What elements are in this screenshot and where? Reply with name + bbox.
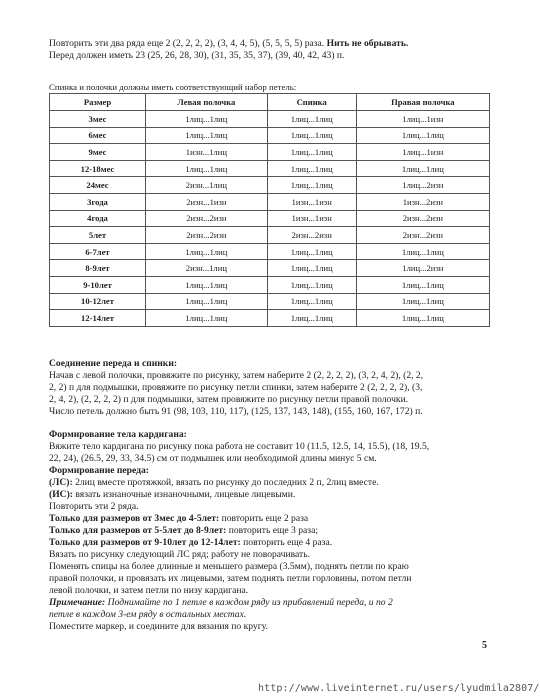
stitch-cell: 1изн...1изн (267, 210, 356, 227)
size-cell: 5лет (50, 227, 146, 244)
sizes-rule-2 (49, 525, 501, 537)
stitch-cell: 2изн...2изн (267, 227, 356, 244)
join-line-1: Начав с левой полочки, провяжите по рисунку, затем наберите 2 (2, 2, 2, 2), (3, 2, 4, 2), (2, 2, (49, 370, 424, 381)
size-cell: 6мес (50, 127, 146, 144)
join-heading: Соединение переда и спинки: (49, 358, 178, 369)
repeat-rows-line (49, 38, 501, 50)
note-text-1: Поднимайте по 1 петле в каждом ряду из прибавлений переда, и по 2 (105, 597, 393, 608)
marker-line: Поместите маркер, и соедините для вязания по кругу. (49, 621, 268, 632)
sizes-rule-2-text: повторить еще 3 раза; (226, 525, 318, 536)
table-row (50, 293, 490, 310)
stitch-cell: 1изн...1лиц (146, 144, 268, 161)
stitch-cell: 2изн...2изн (356, 210, 489, 227)
stitch-cell: 1лиц...2изн (356, 260, 489, 277)
page-number: 5 (482, 640, 487, 651)
stitch-set-table (49, 93, 490, 327)
size-cell: 3мес (50, 111, 146, 128)
stitch-cell: 2изн...1изн (146, 193, 268, 210)
table-row (50, 193, 490, 210)
ws-label: (ИС): (49, 489, 73, 500)
stitch-cell: 2изн...1лиц (146, 177, 268, 194)
stitch-cell: 1лиц...1лиц (267, 111, 356, 128)
stitch-cell: 1лиц...1лиц (356, 243, 489, 260)
table-row (50, 276, 490, 293)
table-row (50, 310, 490, 327)
header-back: Спинка (267, 94, 356, 111)
join-line-3: 2, 4, 2), (2, 2, 2, 2) п для подмышки, затем провяжите по рисунку петли правой полочки. (49, 394, 409, 405)
stitch-cell: 1лиц...1лиц (267, 177, 356, 194)
front-stitch-count: Перед должен иметь 23 (25, 26, 28, 30), (31, 35, 35, 37), (39, 40, 42, 43) п. (49, 50, 345, 61)
knit-rs-line: Вязать по рисунку следующий ЛС ряд; работу не поворачивать. (49, 549, 311, 560)
stitch-cell: 1лиц...1лиц (356, 310, 489, 327)
size-cell: 10-12лет (50, 293, 146, 310)
size-cell: 4года (50, 210, 146, 227)
change-needles-line-2: правой полочки, и провязать их лицевыми, затем поднять петли горловины, потом петли (49, 573, 412, 584)
table-row (50, 111, 490, 128)
ws-row-line (49, 489, 501, 501)
change-needles-line-1: Поменять спицы на более длинные и меньшего размера (3.5мм), поднять петли по краю (49, 561, 409, 572)
stitch-cell: 1изн...1изн (267, 193, 356, 210)
stitch-cell: 1изн...2изн (356, 193, 489, 210)
stitch-cell: 1лиц...1лиц (146, 276, 268, 293)
sizes-rule-1-label: Только для размеров от 3мес до 4-5лет: (49, 513, 220, 524)
stitch-cell: 1лиц...1лиц (267, 243, 356, 260)
sizes-rule-2-label: Только для размеров от 5-5лет до 8-9лет: (49, 525, 227, 536)
stitch-cell: 1лиц...1лиц (356, 276, 489, 293)
size-cell: 12-14лет (50, 310, 146, 327)
watermark-url: http://www.liveinternet.ru/users/lyudmila2807/ (258, 683, 540, 694)
stitch-cell: 1лиц...1лиц (146, 111, 268, 128)
sizes-rule-3-label: Только для размеров от 9-10лет до 12-14лет: (49, 537, 241, 548)
table-caption: Спинка и полочки должны иметь соответствующий набор петель: (49, 82, 297, 92)
table-row (50, 260, 490, 277)
stitch-cell: 1лиц...1лиц (146, 127, 268, 144)
stitch-cell: 1лиц...1лиц (146, 160, 268, 177)
do-not-cut-yarn-note: Нить не обрывать. (326, 38, 409, 49)
stitch-cell: 2изн...1лиц (146, 260, 268, 277)
join-line-4: Число петель должно быть 91 (98, 103, 110, 117), (125, 137, 143, 148), (155, 160, 167, 172) п. (49, 406, 423, 417)
stitch-cell: 1лиц...1изн (356, 111, 489, 128)
stitch-cell: 1лиц...1лиц (267, 260, 356, 277)
body-heading: Формирование тела кардигана: (49, 429, 187, 440)
stitch-cell: 2изн...2изн (146, 210, 268, 227)
table-row (50, 160, 490, 177)
header-size: Размер (50, 94, 146, 111)
table-row (50, 127, 490, 144)
table-row (50, 227, 490, 244)
stitch-cell: 1лиц...1лиц (267, 160, 356, 177)
table-row (50, 144, 490, 161)
header-left-front: Левая полочка (146, 94, 268, 111)
stitch-cell: 1лиц...1лиц (267, 310, 356, 327)
size-cell: 9мес (50, 144, 146, 161)
header-right-front: Правая полочка (356, 94, 489, 111)
size-cell: 24мес (50, 177, 146, 194)
stitch-cell: 2изн...2изн (356, 227, 489, 244)
repeat-rows-text: Повторить эти два ряда еще 2 (2, 2, 2, 2), (3, 4, 4, 5), (5, 5, 5, 5) раза. (49, 38, 327, 49)
change-needles-line-3: левой полочки, и затем петли по низу кардигана. (49, 585, 249, 596)
table-row (50, 177, 490, 194)
body-line-1: Вяжите тело кардигана по рисунку пока работа не составит 10 (11.5, 12.5, 14, 15.5), (18, 19.5, (49, 441, 430, 452)
table-row (50, 243, 490, 260)
rs-text: 2лиц вместе протяжкой, вязать по рисунку до последних 2 п, 2лиц вместе. (72, 477, 379, 488)
note-line-2: петле в каждом 3-ем ряду в остальных местах. (49, 609, 247, 620)
stitch-cell: 1лиц...1изн (356, 144, 489, 161)
stitch-cell: 1лиц...2изн (356, 177, 489, 194)
front-heading: Формирование переда: (49, 465, 149, 476)
stitch-cell: 1лиц...1лиц (267, 144, 356, 161)
body-line-2: 22, 24), (26.5, 29, 33, 34.5) см от подмышек или необходимой длины минус 5 см. (49, 453, 377, 464)
stitch-cell: 2изн...2изн (146, 227, 268, 244)
stitch-cell: 1лиц...1лиц (267, 293, 356, 310)
note-label: Примечание: (49, 597, 106, 608)
size-cell: 9-10лет (50, 276, 146, 293)
size-cell: 12-18мес (50, 160, 146, 177)
sizes-rule-3-text: повторить еще 4 раза. (240, 537, 333, 548)
ws-text: вязать изнаночные изнаночными, лицевые лицевыми. (72, 489, 296, 500)
stitch-cell: 1лиц...1лиц (146, 243, 268, 260)
rs-row-line (49, 477, 501, 489)
join-line-2: 2, 2) п для подмышки, провяжите по рисунку петли спинки, затем наберите 2 (2, 2, 2, 2), (3, (49, 382, 423, 393)
note-line-1 (49, 597, 501, 609)
stitch-cell: 1лиц...1лиц (267, 127, 356, 144)
sizes-rule-1 (49, 513, 501, 525)
repeat-line: Повторить эти 2 ряда. (49, 501, 139, 512)
stitch-cell: 1лиц...1лиц (146, 293, 268, 310)
stitch-cell: 1лиц...1лиц (146, 310, 268, 327)
stitch-cell: 1лиц...1лиц (356, 127, 489, 144)
sizes-rule-1-text: повторить еще 2 раза (219, 513, 309, 524)
stitch-cell: 1лиц...1лиц (267, 276, 356, 293)
sizes-rule-3 (49, 537, 501, 549)
stitch-cell: 1лиц...1лиц (356, 160, 489, 177)
table-row (50, 210, 490, 227)
size-cell: 3года (50, 193, 146, 210)
rs-label: (ЛС): (49, 477, 73, 488)
table-header-row (50, 94, 490, 111)
stitch-cell: 1лиц...1лиц (356, 293, 489, 310)
size-cell: 8-9лет (50, 260, 146, 277)
size-cell: 6-7лет (50, 243, 146, 260)
